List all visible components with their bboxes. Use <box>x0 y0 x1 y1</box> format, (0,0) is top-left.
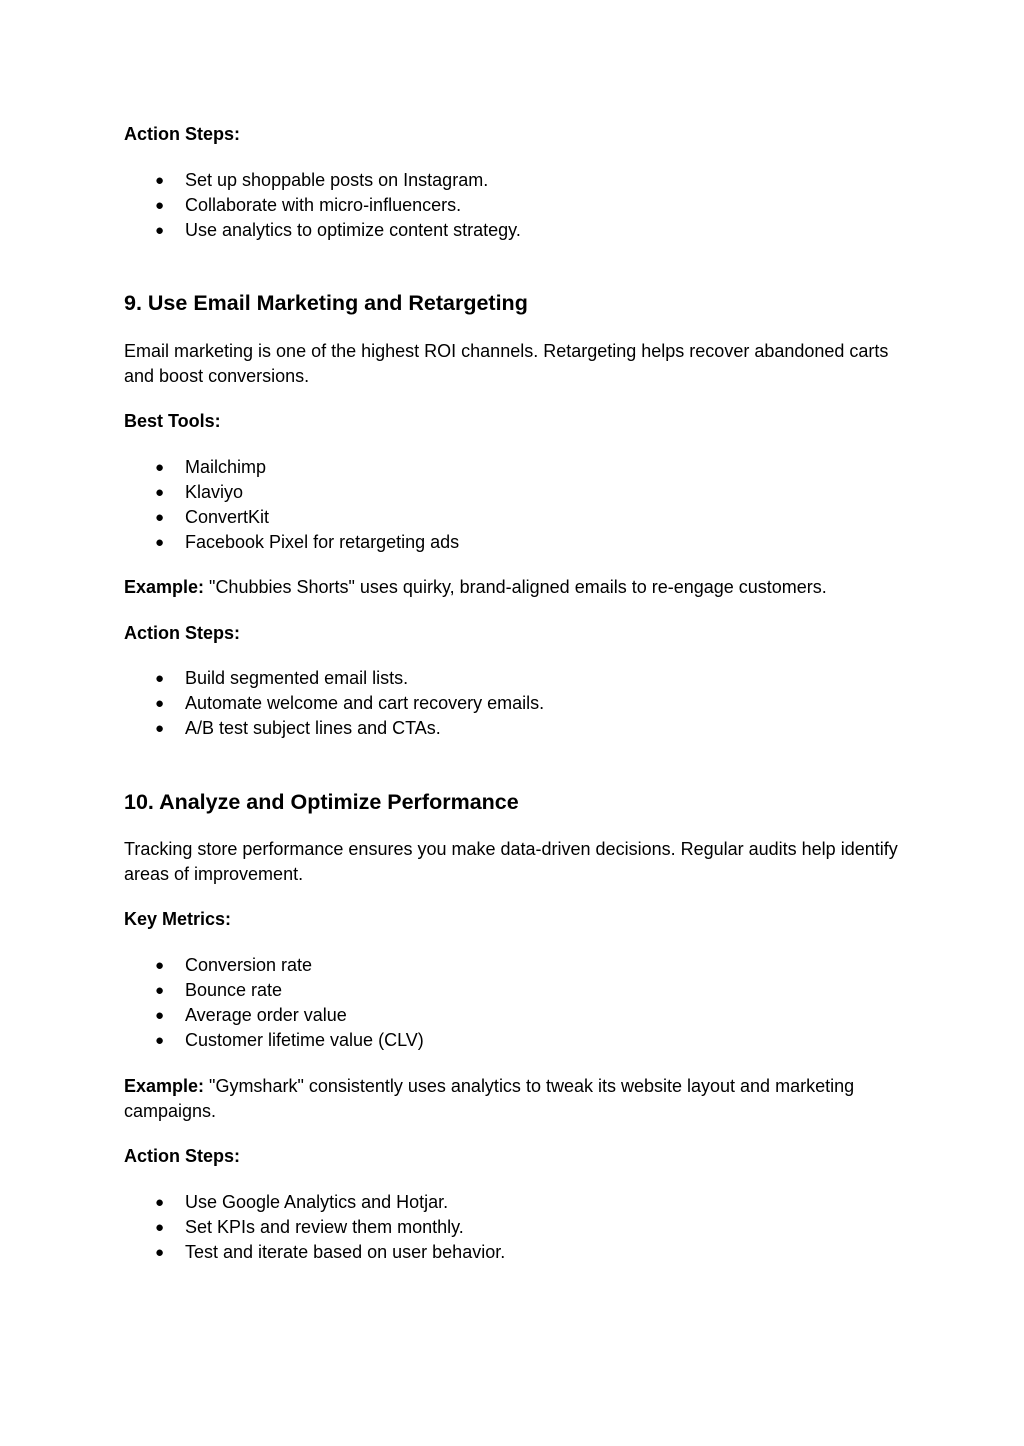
list-item: ● Klaviyo <box>124 480 459 505</box>
section-heading: 9. Use Email Marketing and Retargeting <box>124 291 528 315</box>
bullet-icon: ● <box>155 982 165 999</box>
example-paragraph <box>124 1074 904 1124</box>
bullet-icon: ● <box>155 720 165 737</box>
bullet-icon: ● <box>155 695 165 712</box>
action-steps-list <box>124 666 544 741</box>
example-text: "Gymshark" consistently uses analytics to tweak its website layout and marketing campaigns. <box>124 1076 855 1121</box>
bullet-icon: ● <box>155 957 165 974</box>
bullet-icon: ● <box>155 509 165 526</box>
key-metrics-label: Key Metrics: <box>124 909 232 929</box>
list-item: ● Use Google Analytics and Hotjar. <box>124 1190 505 1215</box>
list-item: ● A/B test subject lines and CTAs. <box>124 716 544 741</box>
bullet-icon: ● <box>155 1219 165 1236</box>
bullet-icon: ● <box>155 1194 165 1211</box>
section-heading: 10. Analyze and Optimize Performance <box>124 790 519 814</box>
section-intro: Email marketing is one of the highest ROI channels. Retargeting helps recover abandoned carts and boost conversions. <box>124 341 889 386</box>
list-item: ● Bounce rate <box>124 978 424 1003</box>
list-item: ● Use analytics to optimize content strategy. <box>124 218 521 243</box>
action-steps-list <box>124 168 521 243</box>
example-paragraph <box>124 575 904 600</box>
best-tools-label: Best Tools: <box>124 411 221 431</box>
section-intro: Tracking store performance ensures you make data-driven decisions. Regular audits help identify areas of improvement. <box>124 839 898 884</box>
list-item: ● Facebook Pixel for retargeting ads <box>124 530 459 555</box>
list-item: ● Automate welcome and cart recovery emails. <box>124 691 544 716</box>
bullet-icon: ● <box>155 484 165 501</box>
action-steps-label: Action Steps: <box>124 124 241 144</box>
list-item: ● Average order value <box>124 1003 424 1028</box>
bullet-icon: ● <box>155 534 165 551</box>
list-item: ● Test and iterate based on user behavior. <box>124 1240 505 1265</box>
action-steps-list <box>124 1190 505 1265</box>
list-item: ● Conversion rate <box>124 953 424 978</box>
bullet-icon: ● <box>155 222 165 239</box>
list-item: ● Set up shoppable posts on Instagram. <box>124 168 521 193</box>
bullet-icon: ● <box>155 459 165 476</box>
list-item: ● Customer lifetime value (CLV) <box>124 1028 424 1053</box>
bullet-icon: ● <box>155 1244 165 1261</box>
action-steps-label: Action Steps: <box>124 623 241 643</box>
action-steps-label: Action Steps: <box>124 1146 241 1166</box>
list-item: ● ConvertKit <box>124 505 459 530</box>
tools-list <box>124 455 459 555</box>
example-text: "Chubbies Shorts" uses quirky, brand-aligned emails to re-engage customers. <box>204 577 827 597</box>
list-item: ● Build segmented email lists. <box>124 666 544 691</box>
list-item: ● Set KPIs and review them monthly. <box>124 1215 505 1240</box>
example-label: Example: <box>124 577 205 597</box>
bullet-icon: ● <box>155 1007 165 1024</box>
bullet-icon: ● <box>155 670 165 687</box>
example-label: Example: <box>124 1076 205 1096</box>
bullet-icon: ● <box>155 197 165 214</box>
bullet-icon: ● <box>155 172 165 189</box>
list-item: ● Collaborate with micro-influencers. <box>124 193 521 218</box>
metrics-list <box>124 953 424 1053</box>
list-item: ● Mailchimp <box>124 455 459 480</box>
bullet-icon: ● <box>155 1032 165 1049</box>
